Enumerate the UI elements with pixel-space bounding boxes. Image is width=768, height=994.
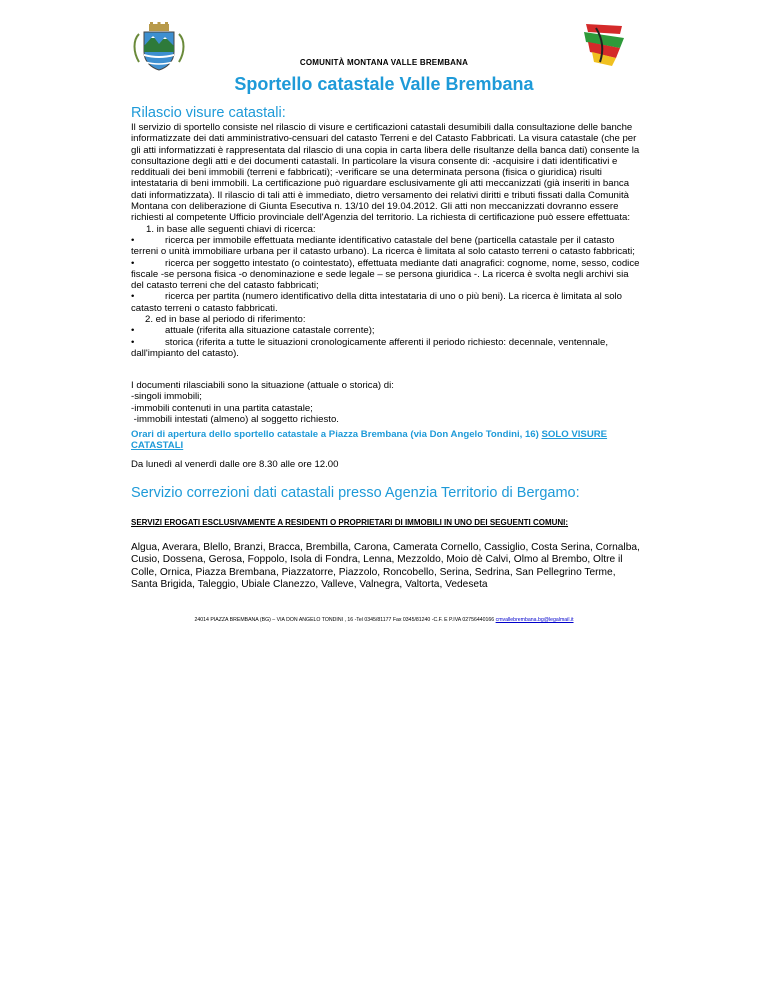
municipalities-list: Algua, Averara, Blello, Branzi, Bracca, Brembilla, Carona, Camerata Cornello, Cassiglio, Costa Serina, Cornalba, Cusio, Dossena, Gerosa, Foppolo, Isola di Fondra, Lenna, Mezzoldo, Moio dè Calvi, Olmo al Brembo, Oltre il Colle, Ornica, Piazza Brembana, Piazzatorre, Piazzolo, Roncobello, Serina, Sedrina, San Pellegrino Terme, Santa Brigida, Taleggio, Ubiale Clanezzo, Valleve, Valnegra, Valtorta, Vedeseta [131, 542, 640, 590]
list-item: -immobili intestati (almeno) al soggetto richiesto. [131, 413, 339, 425]
list2-heading: 2. ed in base al periodo di riferimento: [145, 314, 306, 326]
list-item: • ricerca per soggetto intestato (o cointestato), effettuata mediante dati anagrafici: cognome, nome, sesso, codice fiscale -se persona fisica -o denominazione e sede legale – se persona giuridica -. La ricerca è svolta negli archivi sia del catasto terreni che del catasto fabbricati; [131, 257, 640, 292]
list-item: • storica (riferita a tutte le situazioni cronologicamente afferenti il periodo richiesto: decennale, ventennale, dall'impianto del catasto). [131, 336, 608, 359]
intro-paragraph: Il servizio di sportello consiste nel rilascio di visure e certificazioni catastali desumibili dalla consultazione delle banche informatizzate dei dati amministrativo-censuari del catasto Terreni e del Catasto Fabbricati. La visura catastale (che per gli atti informatizzati è rappresentata dal rilascio di una copia in carta libera delle risultanze della banca dati) consente la consultazione degli atti e dei documenti catastali. In particolare la visura consente di: -acquisire i dati identificativi e reddituali dei beni immobili (terreni e fabbricati); -verificare se una determinata persona (fisica o giuridica) risulti intestataria di beni immobili. La certificazione può riguardare esclusivamente gli atti meccanizzati (già inseriti in banca dati informatizzata). Il rilascio di tali atti è immediato, dietro versamento dei relativi diritti e tributi fissati dalla Comunità Montana con deliberazione di Giunta Esecutiva n. 13/10 del 19.04.2012. Gli atti non meccanizzati dovranno essere richiesti al competente Ufficio provinciale dell'Agenzia del territorio. La richiesta di certificazione può essere effettuata: [131, 122, 640, 224]
documents-list [131, 380, 641, 425]
section-body [131, 122, 641, 359]
list-item: • ricerca per immobile effettuata mediante identificativo catastale del bene (particella catastale per il catasto terreni o unità immobiliare urbana per il catasto urbano). La ricerca è limitata al solo catasto terreni o catasto fabbricati; [131, 234, 635, 258]
section-title-rilascio: Rilascio visure catastali: [131, 105, 286, 121]
solo-visure-link: SOLO VISURE CATASTALI [131, 429, 608, 452]
list-item: -singoli immobili; [131, 391, 202, 403]
organization-name: COMUNITÀ MONTANA VALLE BREMBANA [299, 58, 469, 67]
opening-hours-title: Orari di apertura dello sportello catastale a Piazza Brembana (via Don Angelo Tondini, 16) SOLO VISURE CATASTALI [131, 429, 608, 452]
services-heading: SERVIZI EROGATI ESCLUSIVAMENTE A RESIDENTI O PROPRIETARI DI IMMOBILI IN UNO DEI SEGUENTI COMUNI: [131, 518, 569, 527]
list-item: -immobili contenuti in una partita catastale; [131, 402, 313, 414]
page-title: Sportello catastale Valle Brembana [234, 74, 534, 94]
list-item: • ricerca per partita (numero identificativo della ditta intestataria di uno o più beni). La ricerca è limitata al solo catasto terreni o catasto fabbricati. [131, 291, 623, 314]
footer [0, 617, 768, 623]
opening-hours-text: Da lunedì al venerdì dalle ore 8.30 alle ore 12.00 [131, 459, 339, 470]
footer-email-link[interactable]: cmvallebrembana.bg@legalmail.it [495, 617, 574, 623]
list1-heading: 1. in base alle seguenti chiavi di ricerca: [146, 223, 316, 235]
footer-address: 24014 PIAZZA BREMBANA (BG) – VIA DON ANGELO TONDINI , 16 -Tel 0345/81177 Fax 0345/81240 -C.F. E P.IVA 02756440166 [194, 617, 496, 623]
docs-intro: I documenti rilasciabili sono la situazione (attuale o storica) di: [131, 380, 394, 391]
list-item: • attuale (riferita alla situazione catastale corrente); [131, 325, 375, 337]
section-title-correzioni: Servizio correzioni dati catastali presso Agenzia Territorio di Bergamo: [131, 485, 580, 501]
